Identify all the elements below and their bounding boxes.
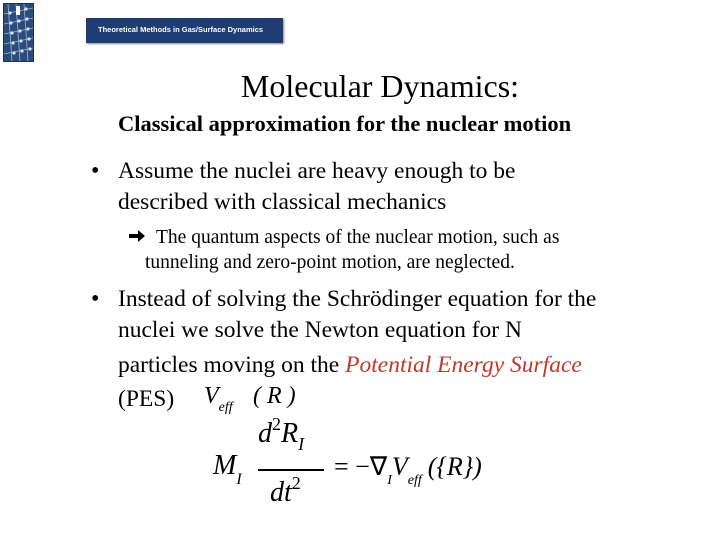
sub-bullet-line1: The quantum aspects of the nuclear motion, such as xyxy=(156,227,560,248)
eq-num-exp: 2 xyxy=(272,414,281,434)
eq-num-d: d xyxy=(258,418,272,449)
eq-numerator xyxy=(258,414,305,454)
eq-num-R: R xyxy=(281,418,299,449)
veff-arg-text: ( R ) xyxy=(253,383,296,409)
bullet2-line3-text: particles moving on the xyxy=(118,352,346,378)
bullet2-line1: Instead of solving the Schrödinger equation for the xyxy=(118,286,597,312)
slide-title: Molecular Dynamics: xyxy=(240,68,520,104)
eq-rhs-subscript: I xyxy=(387,473,392,488)
bullet1-line1: Assume the nuclei are heavy enough to be xyxy=(118,158,516,184)
pes-abbrev: (PES) xyxy=(118,386,175,412)
bullet1-line2: described with classical mechanics xyxy=(118,189,447,215)
bullet2-line2: nuclei we solve the Newton equation for N xyxy=(118,317,522,343)
veff-symbol: V xyxy=(204,383,219,409)
bullet2-line3 xyxy=(118,350,582,380)
eq-den-exp: 2 xyxy=(291,473,301,493)
bullet-marker: • xyxy=(91,158,100,184)
eq-num-sub: I xyxy=(298,434,305,454)
eq-mass-symbol: M xyxy=(213,450,237,481)
eq-mass xyxy=(213,450,242,488)
molecular-grid-logo-icon xyxy=(3,3,34,62)
double-arrow-right-icon xyxy=(128,227,146,248)
veff-argument xyxy=(253,383,296,410)
eq-rhs-V-subscript: eff xyxy=(407,473,422,488)
eq-rhs-operator: = −∇ xyxy=(334,452,388,481)
veff-subscript: eff xyxy=(218,400,233,415)
sub-bullet-line2: tunneling and zero-point motion, are neglected. xyxy=(145,252,515,273)
eq-mass-subscript: I xyxy=(236,471,242,488)
potential-energy-surface-term: Potential Energy Surface xyxy=(345,352,582,378)
eq-rhs xyxy=(334,452,482,488)
slide-subtitle: Classical approximation for the nuclear motion xyxy=(118,111,572,136)
bullet-marker: • xyxy=(91,286,100,312)
eq-denominator xyxy=(270,473,301,509)
eq-rhs-arg: ({R}) xyxy=(427,452,482,481)
course-header-bar xyxy=(86,18,283,43)
eq-fraction-bar xyxy=(258,469,324,471)
eq-rhs-V: V xyxy=(391,452,408,481)
veff-expression xyxy=(204,383,233,415)
eq-den-dt: dt xyxy=(270,477,292,508)
course-title: Theoretical Methods in Gas/Surface Dynamics xyxy=(98,25,264,34)
